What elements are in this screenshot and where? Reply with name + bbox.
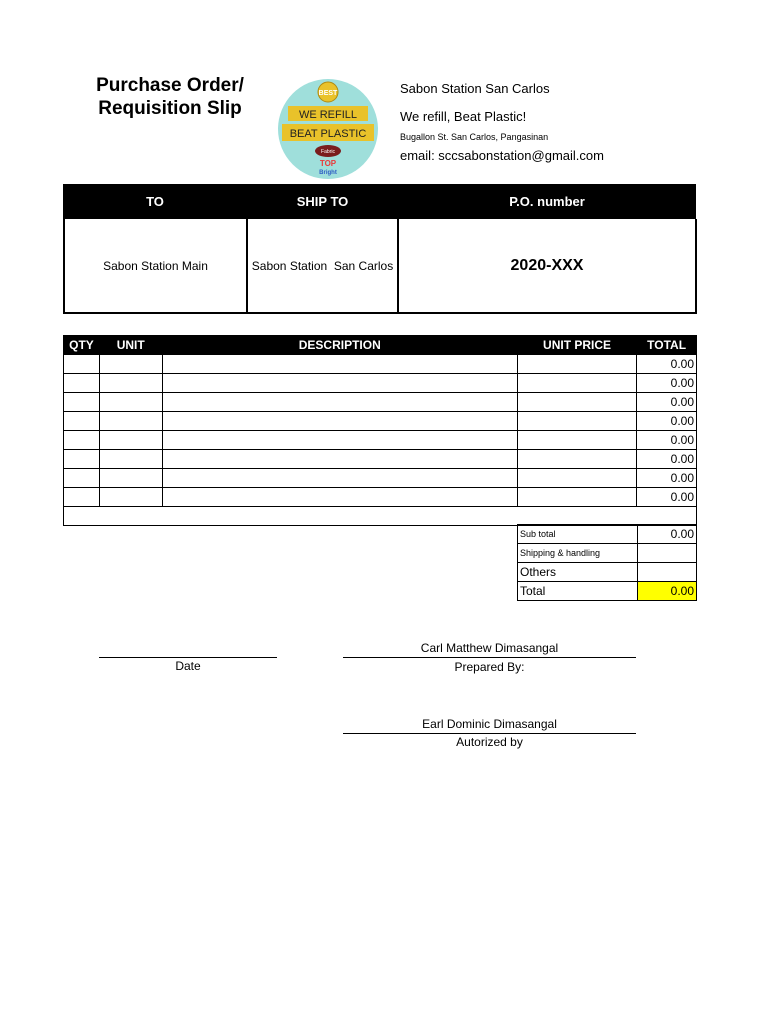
qty-cell[interactable] (64, 374, 100, 393)
date-label: Date (175, 659, 201, 673)
to-box (63, 219, 248, 314)
total-cell: 0.00 (637, 374, 697, 393)
unit-price-cell[interactable] (517, 355, 636, 374)
total-cell: 0.00 (637, 450, 697, 469)
total-row (518, 582, 697, 601)
unit-cell[interactable] (99, 355, 162, 374)
unit-cell[interactable] (99, 374, 162, 393)
col-unit-price: UNIT PRICE (517, 336, 636, 355)
prepared-by-label: Prepared By: (454, 660, 525, 674)
logo-badge-text: BEST (318, 90, 338, 97)
total-label: Total (518, 582, 638, 601)
unit-price-cell[interactable] (517, 469, 636, 488)
unit-cell[interactable] (99, 450, 162, 469)
qty-cell[interactable] (64, 488, 100, 507)
logo-text-2: BEAT PLASTIC (289, 128, 367, 140)
description-cell[interactable] (162, 450, 517, 469)
ship-to-box (246, 219, 399, 314)
unit-cell[interactable] (99, 412, 162, 431)
unit-cell[interactable] (99, 469, 162, 488)
description-cell[interactable] (162, 431, 517, 450)
company-tagline: We refill, Beat Plastic! (400, 109, 527, 124)
qty-cell[interactable] (64, 450, 100, 469)
to-value: Sabon Station Main (103, 258, 208, 273)
total-cell: 0.00 (637, 412, 697, 431)
qty-cell[interactable] (64, 469, 100, 488)
total-cell: 0.00 (637, 431, 697, 450)
unit-cell[interactable] (99, 393, 162, 412)
total-cell: 0.00 (637, 488, 697, 507)
table-row (64, 488, 697, 507)
logo-brand-fabric-text: Fabric (321, 149, 335, 155)
shipping-label: Shipping & handling (518, 544, 638, 563)
po-number-header: P.O. number (509, 194, 585, 209)
table-row (64, 355, 697, 374)
others-value[interactable] (638, 563, 697, 582)
table-row (64, 469, 697, 488)
total-cell: 0.00 (637, 355, 697, 374)
document-title (60, 74, 280, 120)
unit-price-cell[interactable] (517, 450, 636, 469)
subtotal-value: 0.00 (638, 525, 697, 544)
shipping-row (518, 544, 697, 563)
others-row (518, 563, 697, 582)
authorized-by-name: Earl Dominic Dimasangal (422, 717, 557, 731)
to-header: TO (146, 194, 164, 209)
subtotal-row (518, 525, 697, 544)
table-spacer-row (64, 507, 697, 526)
col-qty: QTY (64, 336, 100, 355)
po-number-box (397, 219, 697, 314)
prepared-by-line (343, 657, 636, 658)
ship-to-header: SHIP TO (296, 194, 349, 209)
table-row (64, 412, 697, 431)
qty-cell[interactable] (64, 393, 100, 412)
table-row (64, 374, 697, 393)
unit-cell[interactable] (99, 431, 162, 450)
unit-price-cell[interactable] (517, 431, 636, 450)
items-header-row (64, 336, 697, 355)
table-row (64, 450, 697, 469)
table-row (64, 431, 697, 450)
subtotal-label: Sub total (518, 525, 638, 544)
authorized-by-line (343, 733, 636, 734)
qty-cell[interactable] (64, 412, 100, 431)
unit-price-cell[interactable] (517, 412, 636, 431)
spacer-cell (64, 507, 697, 526)
po-number-value: 2020-XXX (510, 256, 584, 274)
company-address: Bugallon St. San Carlos, Pangasinan (400, 132, 549, 142)
date-line (99, 657, 277, 658)
unit-price-cell[interactable] (517, 393, 636, 412)
description-cell[interactable] (162, 355, 517, 374)
prepared-by-name: Carl Matthew Dimasangal (420, 641, 559, 655)
qty-cell[interactable] (64, 355, 100, 374)
company-name: Sabon Station San Carlos (400, 81, 550, 96)
company-email: email: sccsabonstation@gmail.com (400, 148, 604, 163)
summary-table (517, 524, 697, 601)
total-value: 0.00 (638, 582, 697, 601)
company-logo (276, 78, 380, 180)
description-cell[interactable] (162, 374, 517, 393)
unit-price-cell[interactable] (517, 374, 636, 393)
col-description: DESCRIPTION (162, 336, 517, 355)
description-cell[interactable] (162, 393, 517, 412)
shipping-value[interactable] (638, 544, 697, 563)
logo-brand-top: TOP (319, 159, 337, 168)
title-line-1: Purchase Order/ (96, 75, 244, 96)
others-label: Others (518, 563, 638, 582)
unit-cell[interactable] (99, 488, 162, 507)
total-cell: 0.00 (637, 469, 697, 488)
ship-to-value: Sabon Station San Carlos (251, 258, 394, 273)
authorized-by-label: Autorized by (456, 735, 523, 749)
unit-price-cell[interactable] (517, 488, 636, 507)
total-cell: 0.00 (637, 393, 697, 412)
items-table (63, 335, 697, 526)
logo-brand-bright: Bright (319, 170, 337, 176)
table-row (64, 393, 697, 412)
description-cell[interactable] (162, 412, 517, 431)
logo-text-1: WE REFILL (298, 109, 358, 121)
col-total: TOTAL (637, 336, 697, 355)
qty-cell[interactable] (64, 431, 100, 450)
description-cell[interactable] (162, 469, 517, 488)
description-cell[interactable] (162, 488, 517, 507)
col-unit: UNIT (99, 336, 162, 355)
title-line-2: Requisition Slip (98, 98, 242, 119)
